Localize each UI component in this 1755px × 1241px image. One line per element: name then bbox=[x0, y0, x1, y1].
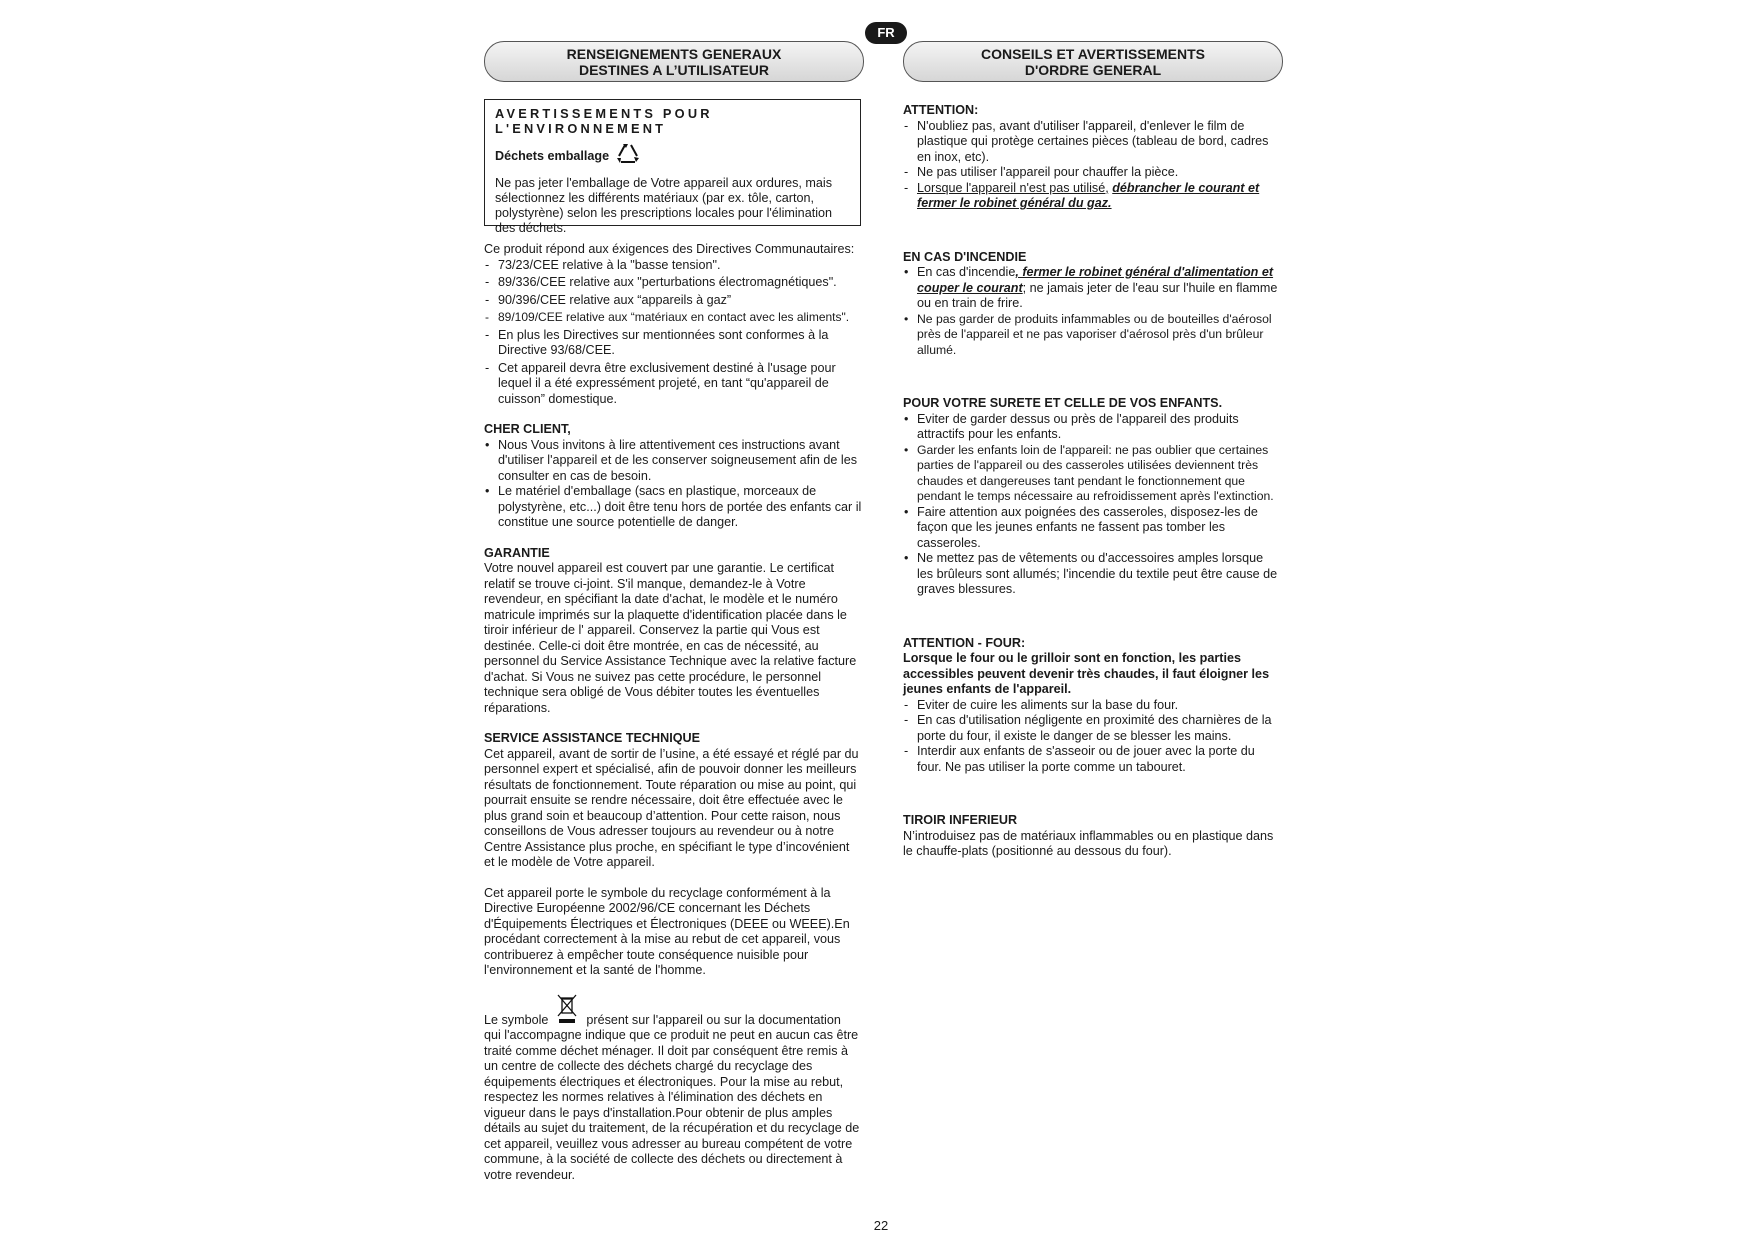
env-subtitle: Déchets emballage bbox=[495, 148, 610, 163]
tiroir-title: TIROIR INFERIEUR bbox=[903, 813, 1018, 827]
attention-item: - N'oubliez pas, avant d'utiliser l'appareil, d'enlever le film de plastique qui protège certaines pièces (tableau de bord, cadres en inox, etc). bbox=[903, 119, 1281, 166]
service-title: SERVICE ASSISTANCE TECHNIQUE bbox=[484, 731, 700, 745]
directive-item: - 73/23/CEE relative à la "basse tension". bbox=[484, 258, 862, 274]
garantie-title: GARANTIE bbox=[484, 545, 550, 560]
crossed-bin-icon bbox=[556, 994, 578, 1029]
service-text: Cet appareil, avant de sortir de l’usine, a été essayé et réglé par du personnel expert et spécialisé, afin de pouvoir donner les meilleurs résultats de fonctionnement. Toute réparation ou mise au point, qui pourrait ensuite se rendre nécessaire, doit être effectuée avec le plus grand soin et beaucoup d’attention. Pour cette raison, nous conseillons de Vous adresser toujours au revendeur ou à notre Centre Assistance plus proche, en spécifiant le type d’incovénient et le modèle de Votre appareil. bbox=[484, 746, 859, 869]
four-title: ATTENTION - FOUR: bbox=[903, 635, 1026, 650]
language-badge: FR bbox=[865, 22, 907, 44]
incendie-item bbox=[903, 265, 1281, 312]
section-header-right bbox=[903, 41, 1283, 82]
left-column bbox=[484, 242, 862, 1183]
weee-symbol-line bbox=[484, 994, 862, 1029]
env-text: Ne pas jeter l'emballage de Votre appareil aux ordures, mais sélectionnez les différents matériaux (par ex. tôle, carton, polystyrène) selon les prescriptions locales pour l'élimination des déchets. bbox=[495, 175, 833, 236]
four-bold-text: Lorsque le four ou le grilloir sont en fonction, les parties accessibles peuvent devenir très chaudes, il faut éloigner les jeunes enfants de l'appareil. bbox=[903, 651, 1270, 696]
four-item: - Interdir aux enfants de s'asseoir ou de jouer avec la porte du four. Ne pas utiliser la porte comme un tabouret. bbox=[903, 744, 1281, 775]
garantie-text: Votre nouvel appareil est couvert par une garantie. Le certificat relatif se trouve ci-joint. S'il manque, demandez-le à Votre revendeur, en spécifiant la date d'achat, le modèle et le numéro matricule imprimés sur la plaquette d'identification placée dans le tiroir inférieur de l' appareil. Conservez la partie qui Vous est destinée. Celle-ci doit être montrée, en cas de nécessité, au personnel du Service Assistance Technique avec la relative facture d'achat. Si Vous ne suivez pas cette procédure, le personnel technique sera obligé de Vous débiter toutes les éventuelles réparations. bbox=[484, 561, 857, 715]
section-header-left bbox=[484, 41, 864, 82]
attention-item3-emph: débrancher le courant et fermer le robinet général du gaz. bbox=[917, 180, 1260, 210]
directive-item: - En plus les Directives sur mentionnées sont conformes à la Directive 93/68/CEE. bbox=[484, 328, 862, 359]
incendie-title: EN CAS D'INCENDIE bbox=[903, 249, 1027, 264]
surete-item: • Ne mettez pas de vêtements ou d'accessoires amples lorsque les brûleurs sont allumés; l'incendie du textile peut être cause de graves blessures. bbox=[903, 551, 1281, 598]
directive-item: - 89/336/CEE relative aux "perturbations électromagnétiques". bbox=[484, 275, 862, 291]
attention-title: ATTENTION: bbox=[903, 103, 979, 117]
weee-rest: qui l'accompagne indique que ce produit ne peut en aucun cas être traité comme déchet ménager. Il doit par conséquent être remis à un centre de collecte des déchets chargé du recyclage des équipements électriques et électroniques. Pour la mise au rebut, respectez les normes relatives à l'élimination des déchets en vigueur dans le pays d'installation.Pour obtenir de plus amples détails au sujet du traitement, de la récupération et du recyclage de cet appareil, veuillez vous adresser au bureau compétent de votre commune, à la société de collecte des déchets ou directement à votre revendeur. bbox=[484, 1028, 860, 1182]
cher-client-item: • Nous Vous invitons à lire attentivement ces instructions avant d'utiliser l'appareil et de les conserver soigneusement afin de les consulter en cas de besoin. bbox=[484, 438, 862, 485]
surete-title: POUR VOTRE SURETE ET CELLE DE VOS ENFANTS. bbox=[903, 396, 1223, 410]
attention-item: - Ne pas utiliser l'appareil pour chauffer la pièce. bbox=[903, 165, 1281, 181]
weee-before: Le symbole bbox=[484, 1012, 549, 1027]
page-number: 22 bbox=[873, 1218, 889, 1233]
surete-item: • Faire attention aux poignées des casseroles, disposez-les de façon que les jeunes enfants ne fassent pas tomber les casseroles. bbox=[903, 505, 1281, 552]
attention-item bbox=[903, 181, 1281, 212]
surete-item: • Eviter de garder dessus ou près de l'appareil des produits attractifs pour les enfants. bbox=[903, 412, 1281, 443]
directives-intro: Ce produit répond aux éxigences des Directives Communautaires: bbox=[484, 242, 855, 256]
four-item: - En cas d'utilisation négligente en proximité des charnières de la porte du four, il existe le danger de se blesser les mains. bbox=[903, 713, 1281, 744]
incendie-item1-emph: , fermer le robinet général d'alimentation et couper le courant bbox=[917, 265, 1274, 295]
header-left-line1: RENSEIGNEMENTS GENERAUX bbox=[566, 45, 782, 62]
directive-item: - 89/109/CEE relative aux “matériaux en contact avec les aliments". bbox=[484, 310, 862, 326]
directive-item: - Cet appareil devra être exclusivement destiné à l'usage pour lequel il a été expressément projeté, en tant “qu'appareil de cuisson” domestique. bbox=[484, 361, 862, 408]
right-column bbox=[903, 103, 1281, 860]
incendie-item1-prefix: En cas d'incendie bbox=[917, 265, 1016, 279]
header-right-line2: D'ORDRE GENERAL bbox=[1024, 61, 1162, 78]
surete-item: • Garder les enfants loin de l'appareil: ne pas oublier que certaines parties de l'appareil ou des casseroles utilisées deviennent très chaudes et dangereuses tant pendant le fonctionnement que pendant le temps nécessaire au refroidissement après l'extinction. bbox=[903, 443, 1281, 505]
four-item: - Eviter de cuire les aliments sur la base du four. bbox=[903, 698, 1281, 714]
cher-client-title: CHER CLIENT, bbox=[484, 422, 571, 436]
environment-warning-box bbox=[484, 99, 861, 236]
recycle-icon bbox=[615, 142, 641, 170]
recycling-text: Cet appareil porte le symbole du recyclage conformément à la Directive Européenne 2002/96/CE concernant les Déchets d'Équipements Électriques et Électroniques (DEEE ou WEEE).En procédant correctement à la mise au rebut de cet appareil, vous contribuerez à empêcher toute conséquence nuisible pour l'environnement et la santé de l'homme. bbox=[484, 885, 850, 977]
header-left-line2: DESTINES A L’UTILISATEUR bbox=[578, 61, 770, 78]
attention-item3-prefix: Lorsque l'appareil n'est pas utilisé, bbox=[917, 180, 1109, 195]
directive-item: - 90/396/CEE relative aux “appareils à gaz” bbox=[484, 293, 862, 309]
incendie-item: • Ne pas garder de produits infammables ou de bouteilles d'aérosol près de l'appareil et ne pas vaporiser d'aérosol près d'un brûleur allumé. bbox=[903, 312, 1281, 359]
env-subtitle-row bbox=[495, 142, 850, 170]
header-right-line1: CONSEILS ET AVERTISSEMENTS bbox=[980, 45, 1206, 62]
incendie-item1-suffix: ; ne jamais jeter de l'eau sur l'huile en flamme ou en train de frire. bbox=[917, 280, 1278, 310]
cher-client-item: • Le matériel d'emballage (sacs en plastique, morceaux de polystyrène, etc...) doit être tenu hors de portée des enfants car il constitue une source potentielle de danger. bbox=[484, 484, 862, 531]
weee-after: présent sur l'appareil ou sur la documentation bbox=[586, 1012, 841, 1027]
env-title: AVERTISSEMENTS POUR L'ENVIRONNEMENT bbox=[495, 106, 713, 137]
tiroir-text: N’introduisez pas de matériaux inflammables ou en plastique dans le chauffe-plats (positionné au dessous du four). bbox=[903, 828, 1274, 858]
